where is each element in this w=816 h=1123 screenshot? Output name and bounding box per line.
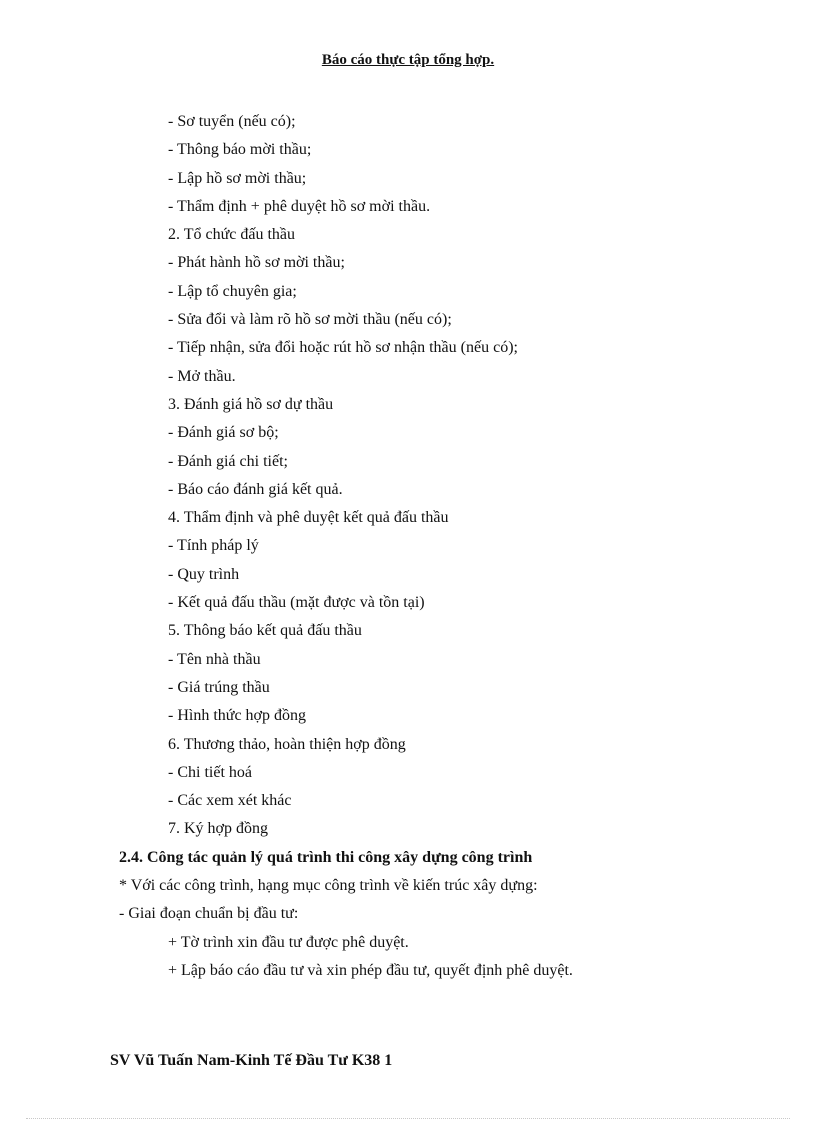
list-item: - Đánh giá sơ bộ; [168, 424, 279, 442]
step-heading: 2. Tổ chức đấu thầu [168, 226, 296, 244]
list-item: - Mở thầu. [168, 367, 236, 385]
list-item: - Tên nhà thầu [168, 650, 261, 668]
list-item: - Lập hồ sơ mời thầu; [168, 169, 307, 187]
document-body [0, 108, 816, 985]
list-item: - Thông báo mời thầu; [168, 141, 312, 159]
list-item: - Thẩm định + phê duyệt hồ sơ mời thầu. [168, 197, 431, 215]
list-item: - Tiếp nhận, sửa đổi hoặc rút hồ sơ nhận thầu (nếu có); [168, 339, 518, 357]
list-item: - Phát hành hồ sơ mời thầu; [168, 254, 345, 272]
step-heading: 7. Ký hợp đồng [168, 820, 269, 838]
section-title: 2.4. Công tác quản lý quá trình thi công xây dựng công trình [119, 848, 533, 866]
step-heading: 5. Thông báo kết quả đấu thầu [168, 622, 362, 640]
page-bottom-divider [26, 1118, 790, 1119]
list-item: - Lập tổ chuyên gia; [168, 282, 297, 300]
page-footer: SV Vũ Tuấn Nam-Kinh Tế Đầu Tư K38 1 [110, 1052, 393, 1069]
step-heading: 4. Thẩm định và phê duyệt kết quả đấu thầu [168, 509, 449, 527]
list-item: + Tờ trình xin đầu tư được phê duyệt. [168, 933, 409, 951]
list-item: - Tính pháp lý [168, 537, 259, 555]
list-item: - Hình thức hợp đồng [168, 707, 307, 725]
list-item: + Lập báo cáo đầu tư và xin phép đầu tư, quyết định phê duyệt. [168, 961, 573, 979]
list-item: - Quy trình [168, 565, 240, 583]
list-item: - Đánh giá chi tiết; [168, 452, 288, 470]
page-header-title: Báo cáo thực tập tổng hợp. [321, 52, 495, 68]
paragraph-line: * Với các công trình, hạng mục công trình về kiến trúc xây dựng: [119, 877, 538, 895]
list-item: - Báo cáo đánh giá kết quả. [168, 480, 343, 498]
list-item: - Các xem xét khác [168, 792, 292, 810]
list-item: - Sơ tuyển (nếu có); [168, 113, 296, 130]
step-heading: 6. Thương thảo, hoàn thiện hợp đồng [168, 735, 406, 753]
list-item: - Chi tiết hoá [168, 763, 252, 781]
step-heading: 3. Đánh giá hồ sơ dự thầu [168, 395, 334, 413]
list-item: - Giá trúng thầu [168, 678, 270, 696]
list-item: - Sửa đổi và làm rõ hồ sơ mời thầu (nếu có); [168, 311, 452, 329]
paragraph-line: - Giai đoạn chuẩn bị đầu tư: [119, 905, 299, 923]
list-item: - Kết quả đấu thầu (mặt được và tồn tại) [168, 594, 425, 612]
